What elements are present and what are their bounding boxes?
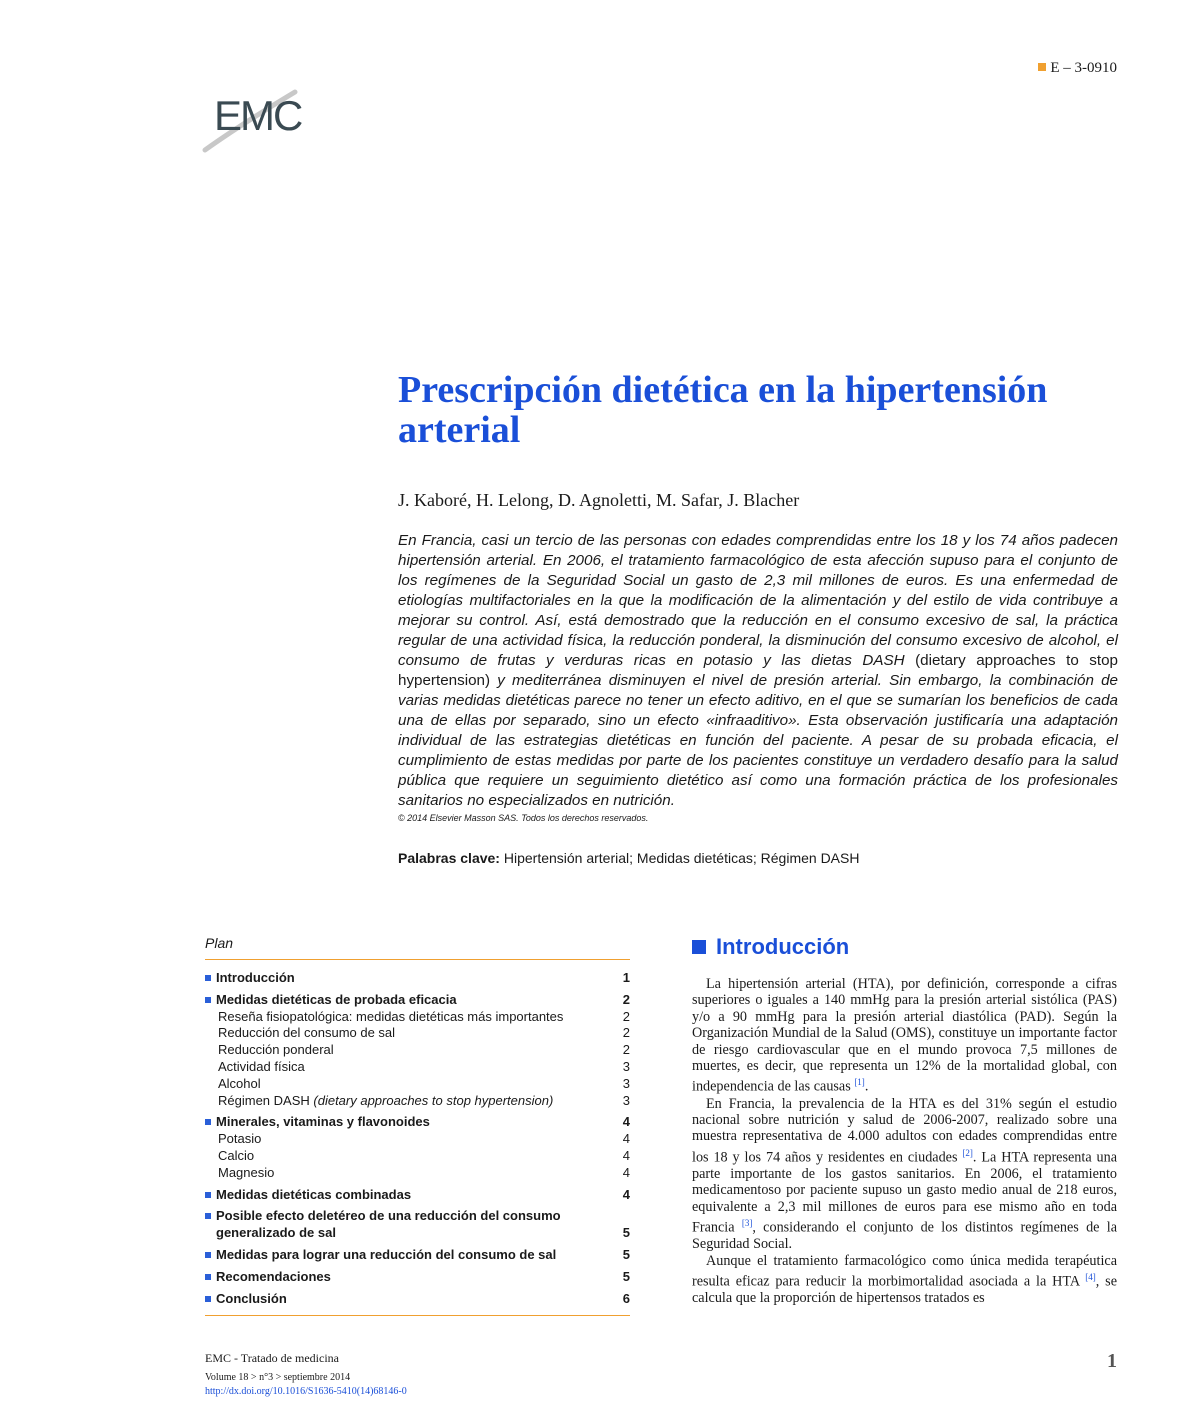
plan-item-page: [610, 1208, 630, 1225]
intro-text: , considerando el conjunto de los distintos regímenes de la Seguridad Social.: [692, 1219, 1118, 1253]
plan-item-label: [205, 1225, 336, 1242]
intro-text: , se calcula que la proporción de hipertensos tratados es: [692, 1273, 1117, 1307]
plan-subitem[interactable]: [205, 1131, 630, 1148]
article-title: Prescripción dietética en la hipertensión arterial: [398, 369, 1048, 451]
plan-group: [205, 1247, 630, 1264]
abstract: [398, 531, 1118, 811]
plan-subitem[interactable]: [205, 1059, 630, 1076]
plan-item-page: 3: [622, 1092, 630, 1108]
plan-item-label-text: Medidas para lograr una reducción del consumo de sal: [216, 1246, 557, 1262]
plan-item-label: [205, 1247, 556, 1264]
reference-link[interactable]: [2]: [962, 1147, 973, 1158]
plan-item-label-text: Alcohol: [218, 1075, 261, 1091]
plan-item[interactable]: [205, 1187, 630, 1204]
article-authors: J. Kaboré, H. Lelong, D. Agnoletti, M. Safar, J. Blacher: [398, 490, 800, 510]
plan-item[interactable]: [205, 1208, 630, 1225]
plan-item-label-text: Reducción ponderal: [218, 1042, 334, 1058]
plan-item-label-text: Medidas dietéticas de probada eficacia: [216, 991, 457, 1007]
plan-item-page: 4: [622, 1114, 630, 1130]
plan-item-label: [205, 970, 295, 987]
plan-list: [205, 970, 630, 1307]
document-code: [1038, 60, 1117, 77]
plan-bottom-rule: [205, 1315, 630, 1316]
plan-item-label: [205, 1009, 563, 1026]
plan-item[interactable]: [205, 970, 630, 987]
plan-item-page: 2: [622, 1008, 630, 1024]
plan-item[interactable]: [205, 1225, 630, 1242]
introduction-heading: [692, 934, 849, 960]
plan-item[interactable]: [205, 1291, 630, 1308]
plan-item-label: [205, 1093, 553, 1110]
emc-logo-graphic: [200, 70, 310, 160]
page-number: 1: [1107, 1350, 1117, 1372]
plan-item-page: 6: [622, 1290, 630, 1306]
plan-item-label: [205, 1025, 395, 1042]
plan-item-label-text: Posible efecto deletéreo de una reducción del consumo: [216, 1208, 561, 1224]
orange-square-icon: [1038, 63, 1046, 71]
plan-item-label-text: Calcio: [218, 1147, 255, 1163]
plan-group: [205, 1291, 630, 1308]
keywords: [398, 850, 859, 866]
plan-item-label: [205, 992, 457, 1009]
emc-logo: [200, 70, 310, 160]
plan-item-label: [205, 1291, 287, 1308]
plan-item-label-text: Introducción: [216, 970, 295, 985]
footer-doi-link[interactable]: http://dx.doi.org/10.1016/S1636-5410(14)68146-0: [205, 1386, 407, 1397]
reference-link[interactable]: [1]: [854, 1077, 865, 1088]
footer-volume: Volume 18 > n°3 > septiembre 2014: [205, 1372, 351, 1383]
intro-text: La hipertensión arterial (HTA), por definición, corresponde a cifras superiores o iguales a 140 mmHg para la presión arterial sistólica (PAS) y/o a 90 mmHg para la presión arterial diastólica (PAD). Según la Organización Mundial de la Salud (OMS), constituye un importante factor de riesgo cardiovascular que en el mundo provoca 7,5 millones de muertes, es decir, que representa un 12% de la mortalidad global, con independencia de las causas: [692, 976, 1117, 1096]
plan-item-label-text: Potasio: [218, 1131, 262, 1147]
plan-item[interactable]: [205, 1269, 630, 1286]
introduction-heading-text: Introducción: [716, 934, 850, 959]
plan-item-label-text: Recomendaciones: [216, 1268, 331, 1284]
intro-text: . La HTA representa una parte importante de los gastos sanitarios. En 2006, el tratamiento medicamentoso por paciente supuso un gasto medio anual de 218 euros, equivalente a 2,3 mil millones de euros para ese mismo año en toda Francia: [692, 1149, 1118, 1236]
plan-group: [205, 1187, 630, 1204]
plan-item-label: [205, 1187, 411, 1204]
blue-square-icon: [692, 940, 706, 954]
plan-item-label: [205, 1131, 261, 1148]
plan-item[interactable]: [205, 992, 630, 1009]
copyright: © 2014 Elsevier Masson SAS. Todos los derechos reservados.: [398, 813, 649, 823]
plan-item-page: 3: [622, 1058, 630, 1074]
plan-item-page: 2: [622, 1042, 630, 1058]
abstract-text-roman: (dietary approaches to stop hypertension): [398, 652, 1119, 689]
plan-item-label-text: Medidas dietéticas combinadas: [216, 1186, 412, 1202]
plan-item-label: [205, 1269, 331, 1286]
plan-item-label: [205, 1076, 261, 1093]
plan-item-page: 3: [622, 1075, 630, 1091]
plan-title: Plan: [205, 935, 234, 951]
plan-item-page: 2: [622, 991, 630, 1007]
plan-item-label-text: Actividad física: [218, 1058, 305, 1074]
plan-group: [205, 1269, 630, 1286]
plan-item-label: [205, 1059, 305, 1076]
reference-link[interactable]: [4]: [1085, 1272, 1096, 1283]
plan-item-page: 5: [622, 1246, 630, 1262]
plan-item-label-text: Minerales, vitaminas y flavonoides: [216, 1114, 430, 1130]
plan-item-page: 4: [622, 1147, 630, 1163]
plan-group: [205, 992, 630, 1110]
plan-item-label: [205, 1042, 334, 1059]
intro-paragraph: [692, 976, 1117, 1096]
plan-item-label-text: Magnesio: [218, 1164, 275, 1180]
plan-subitem[interactable]: [205, 1076, 630, 1093]
introduction-body: [692, 976, 1117, 1307]
plan-item-label-text: Reducción del consumo de sal: [218, 1025, 396, 1041]
plan-group: [205, 1114, 630, 1181]
plan-item-label-text: generalizado de sal: [216, 1225, 336, 1241]
plan-top-rule: [205, 959, 630, 960]
plan-item-label: [205, 1114, 430, 1131]
plan-subitem[interactable]: [205, 1042, 630, 1059]
abstract-text-1: En Francia, casi un tercio de las personas con edades comprendidas entre los 18 y los 74 años padecen hipertensión arterial. En 2006, el tratamiento farmacológico de esta afección supuso para el conjunto de los regímenes de la Seguridad Social un gasto de 2,3 mil millones de euros. Es una enfermedad de etiologías multifactoriales en la que la modificación de la alimentación y del estilo de vida contribuye a mejorar su control. Así, está demostrado que la reducción en el consumo excesivo de sal, la práctica regular de una actividad física, la reducción ponderal, la disminución del consumo excesivo de alcohol, el consumo de frutas y verduras ricas en potasio y las dietas DASH: [398, 532, 1118, 669]
plan-item-label-text: Reseña fisiopatológica: medidas dietéticas más importantes: [218, 1008, 564, 1024]
plan-subitem[interactable]: [205, 1148, 630, 1165]
plan-item-label: [205, 1148, 254, 1165]
plan-item-page: 4: [622, 1131, 630, 1147]
plan-item-page: 5: [622, 1268, 630, 1284]
plan-item-label-text: Conclusión: [216, 1290, 287, 1306]
keywords-label: Palabras clave:: [398, 850, 500, 866]
plan-group: [205, 1208, 630, 1242]
plan-item-page: 5: [622, 1225, 630, 1241]
keywords-text: Hipertensión arterial; Medidas dietéticas; Régimen DASH: [503, 850, 860, 866]
plan-subitem[interactable]: [205, 1165, 630, 1182]
plan-item-page: 4: [622, 1186, 630, 1202]
plan-subitem[interactable]: [205, 1093, 630, 1110]
abstract-text-2: y mediterránea disminuyen el nivel de presión arterial. Sin embargo, la combinación de varias medidas dietéticas parece no tener un efecto aditivo, en el que se sumarían los beneficios de cada una de ellas por separado, sino un efecto «infraaditivo». Esta observación justificaría una adaptación individual de las estrategias dietéticas en función del paciente. A pesar de su probada eficacia, el cumplimiento de estas medidas por parte de los pacientes constituye un verdadero desafío para la salud pública que requiere un seguimiento dietético así como una formación práctica de los profesionales sanitarios no especializados en nutrición.: [398, 672, 1118, 809]
reference-link[interactable]: [3]: [741, 1218, 753, 1229]
intro-text: En Francia, la prevalencia de la HTA es del 31% según el estudio nacional sobre nutrición y salud de 2006-2007, realizado sobre una muestra representativa de 4.000 adultos con edades comprendidas entre los 18 y los 74 años y residentes en ciudades: [692, 1095, 1117, 1166]
intro-paragraph: [692, 1253, 1117, 1307]
plan-item-page: 1: [622, 970, 630, 985]
plan-subitem[interactable]: [205, 1025, 630, 1042]
plan-group: [205, 970, 630, 987]
plan-subitem[interactable]: [205, 1009, 630, 1026]
plan-item-label-text: Régimen DASH: [218, 1092, 310, 1108]
plan-item-page: 4: [622, 1164, 630, 1180]
plan-item-label: [205, 1165, 274, 1182]
plan-item-italic-text: (dietary approaches to stop hypertension): [313, 1092, 554, 1108]
plan-item[interactable]: [205, 1114, 630, 1131]
intro-text: Aunque el tratamiento farmacológico como única medida terapéutica resulta eficaz para reducir la morbimortalidad asociada a la HTA: [692, 1252, 1117, 1290]
intro-paragraph: [692, 1096, 1117, 1253]
footer-journal: EMC - Tratado de medicina: [205, 1351, 339, 1365]
intro-text: .: [864, 1079, 869, 1096]
plan-box: [205, 935, 630, 1316]
plan-item-label: [205, 1208, 561, 1225]
document-code-text: E – 3-0910: [1050, 60, 1117, 76]
plan-item[interactable]: [205, 1247, 630, 1264]
plan-item-page: 2: [622, 1025, 630, 1041]
logo-text: EMC: [214, 92, 302, 139]
